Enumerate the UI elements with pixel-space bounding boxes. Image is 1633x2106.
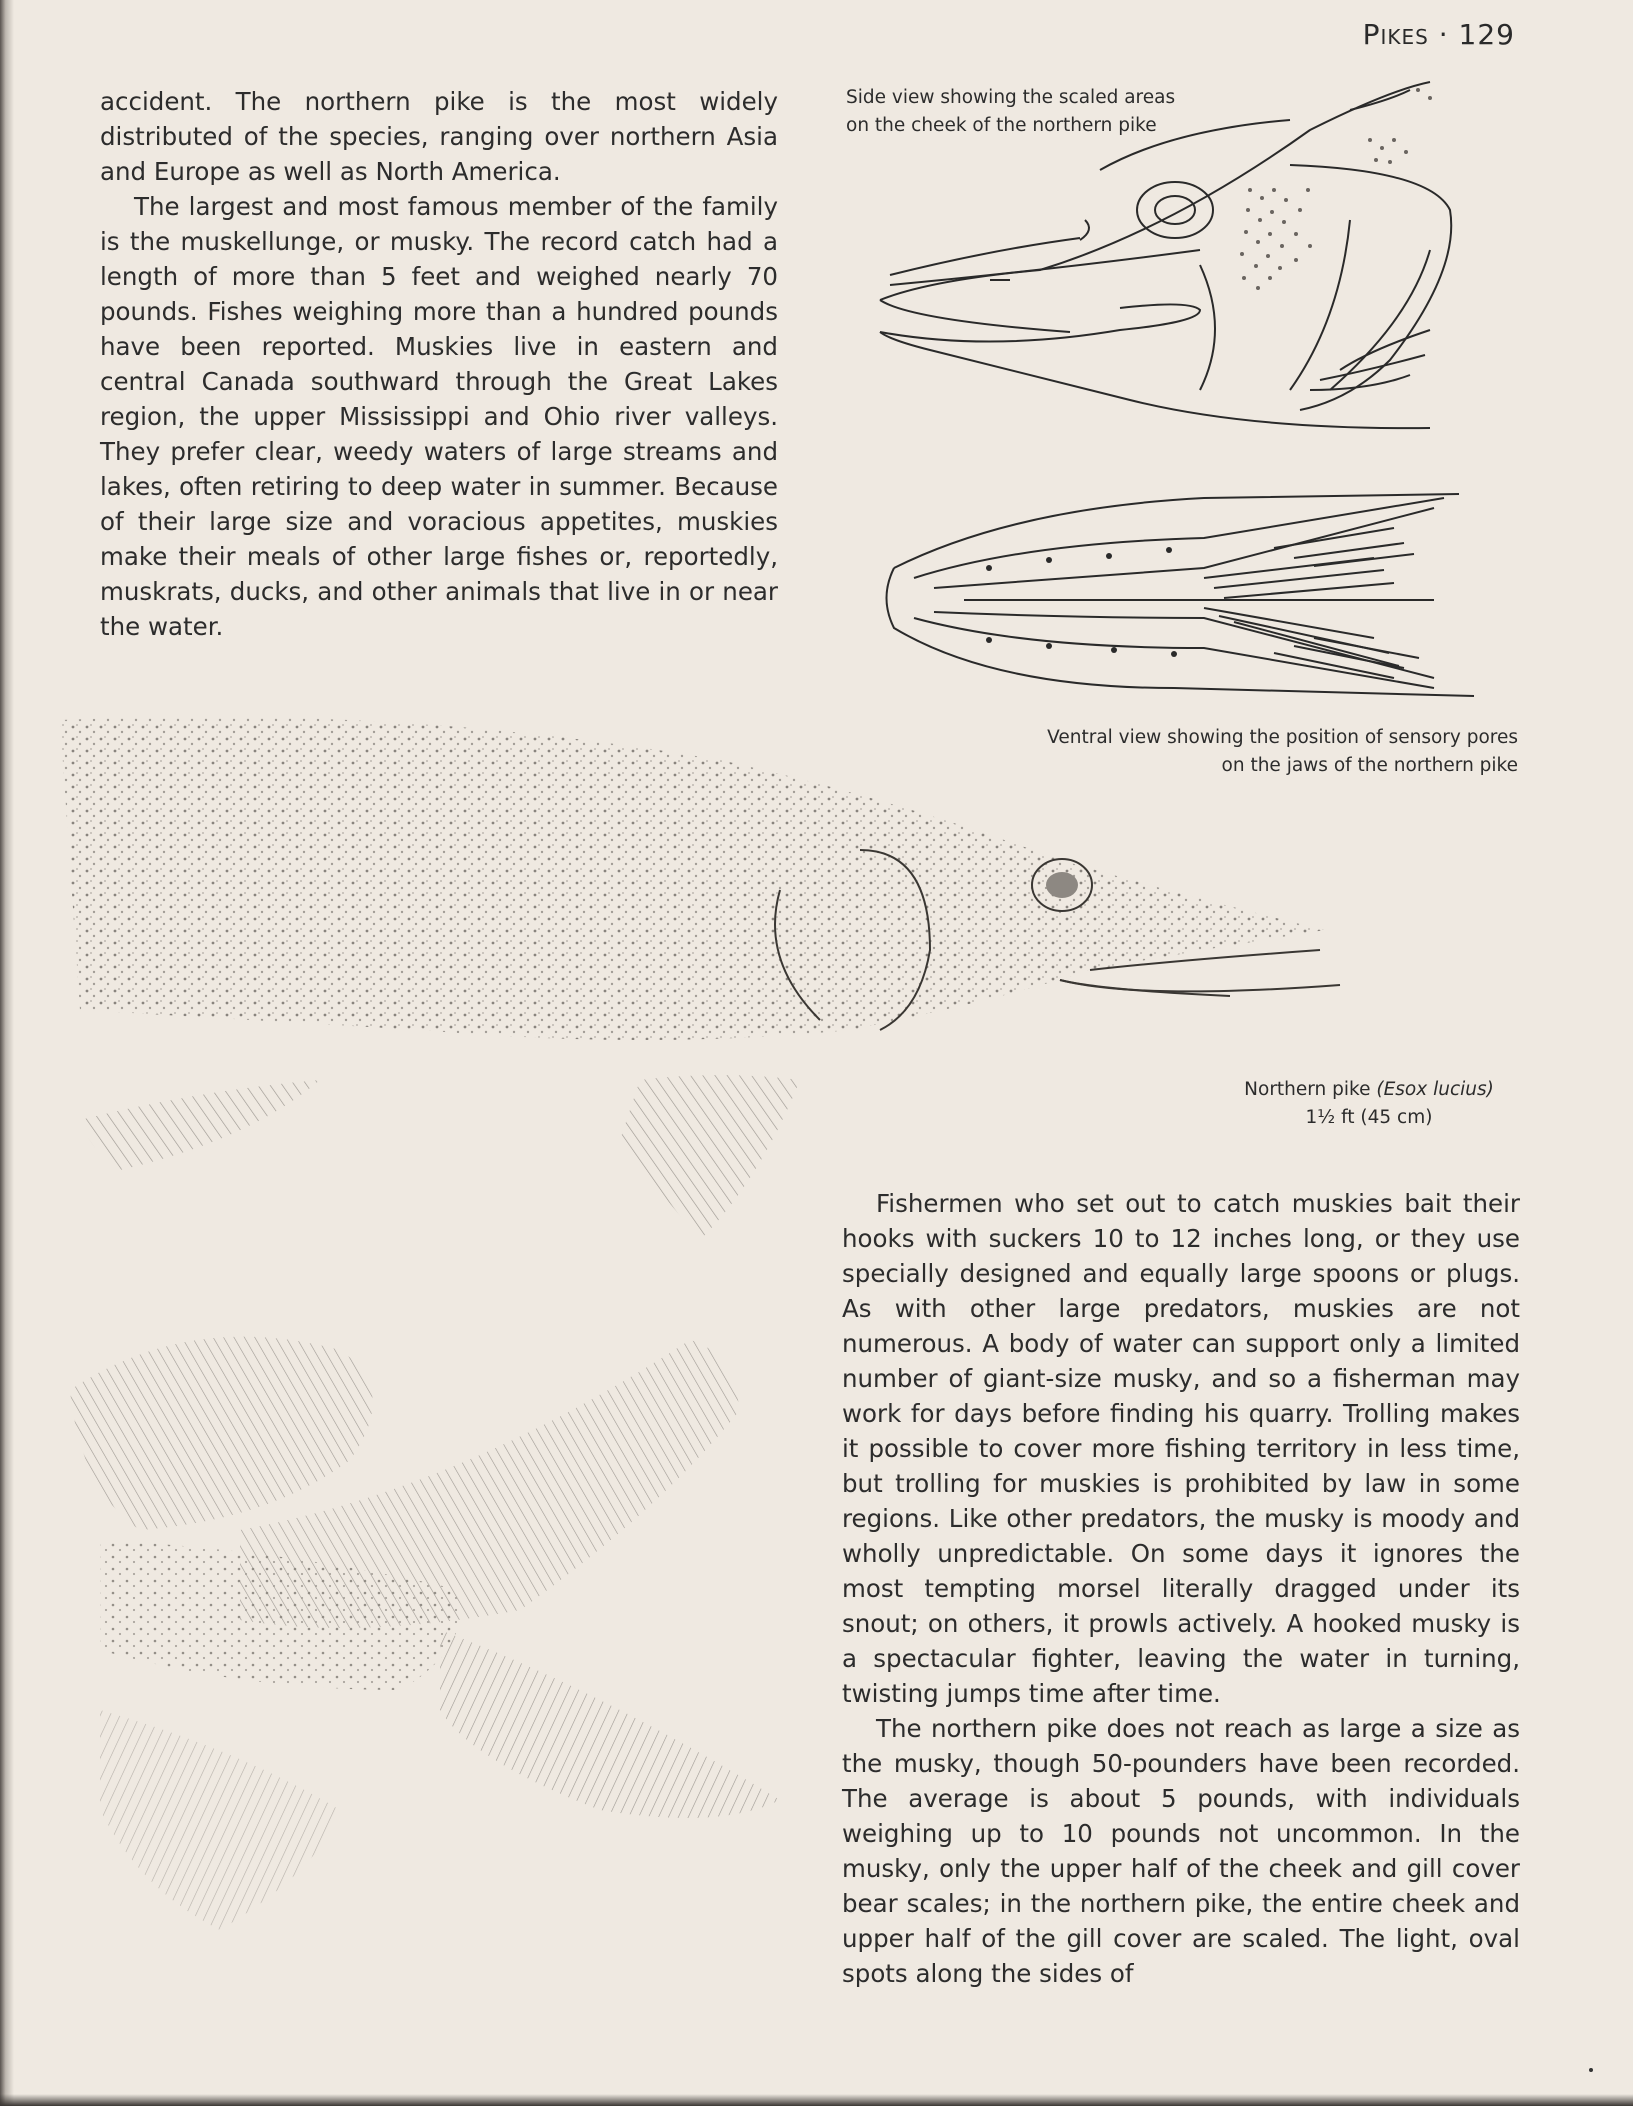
top-text-column xyxy=(100,84,778,644)
side-view-caption xyxy=(846,84,1206,140)
northern-pike-illustration xyxy=(0,700,1400,1260)
paragraph: accident. The northern pike is the most widely distributed of the species, ranging over northern Asia and Europe as well as North America. xyxy=(100,87,778,186)
paragraph: Fishermen who set out to catch muskies bait their hooks with suckers 10 to 12 inches long, or they use specially designed and equally large spoons or plugs. As with other large predators, muskies are not numerous. A body of water can support only a limited number of giant-size musky, and so a fisherman may work for days before finding his quarry. Trolling makes it possible to cover more fishing territory in less time, but trolling for muskies is prohibited by law in some regions. Like other predators, the musky is moody and wholly unpredictable. On some days it ignores the most tempting morsel literally dragged under its snout; on others, it prowls actively. A hooked musky is a spectacular fighter, leaving the water in turning, twisting jumps time after time. xyxy=(842,1189,1520,1708)
paragraph: The northern pike does not reach as large a size as the musky, though 50-pounders have been recorded. The average is about 5 pounds, with individuals weighing up to 10 pounds not uncommon. In the musky, only the upper half of the cheek and gill cover bear scales; in the northern pike, the entire cheek and upper half of the gill cover are scaled. The light, oval spots along the sides of xyxy=(842,1714,1520,1988)
page-number: 129 xyxy=(1458,18,1515,51)
stray-mark xyxy=(1589,2068,1593,2072)
running-head-section: Pikes xyxy=(1362,18,1429,51)
ventral-view-jaw-drawing xyxy=(874,488,1474,708)
pike-caption xyxy=(1219,1076,1519,1132)
side-view-caption-line: on the cheek of the northern pike xyxy=(846,115,1157,136)
running-head-separator: · xyxy=(1438,18,1449,51)
side-view-caption-line: Side view showing the scaled areas xyxy=(846,87,1176,108)
paragraph: The largest and most famous member of the family is the muskellunge, or musky. The record catch had a length of more than 5 feet and weighed nearly 70 pounds. Fishes weighing more than a hundred pounds have been reported. Muskies live in eastern and central Canada southward through the Great Lakes region, the upper Mississippi and Ohio river valleys. They prefer clear, weedy waters of large streams and lakes, often retiring to deep water in summer. Because of their large size and voracious appetites, muskies make their meals of other large fishes or, reportedly, muskrats, ducks, and other animals that live in or near the water. xyxy=(100,192,778,641)
pike-tail-illustration xyxy=(40,1290,830,1970)
page-bottom-shadow xyxy=(0,2094,1633,2106)
pike-size: 1½ ft (45 cm) xyxy=(1305,1107,1433,1128)
pike-latin-name: (Esox lucius) xyxy=(1376,1079,1494,1100)
ventral-view-caption-line: Ventral view showing the position of sensory pores xyxy=(1047,727,1518,748)
running-head xyxy=(1363,18,1515,51)
ventral-view-caption-line: on the jaws of the northern pike xyxy=(1221,755,1518,776)
pike-common-name: Northern pike xyxy=(1244,1079,1371,1100)
bottom-text-column xyxy=(842,1186,1520,1991)
